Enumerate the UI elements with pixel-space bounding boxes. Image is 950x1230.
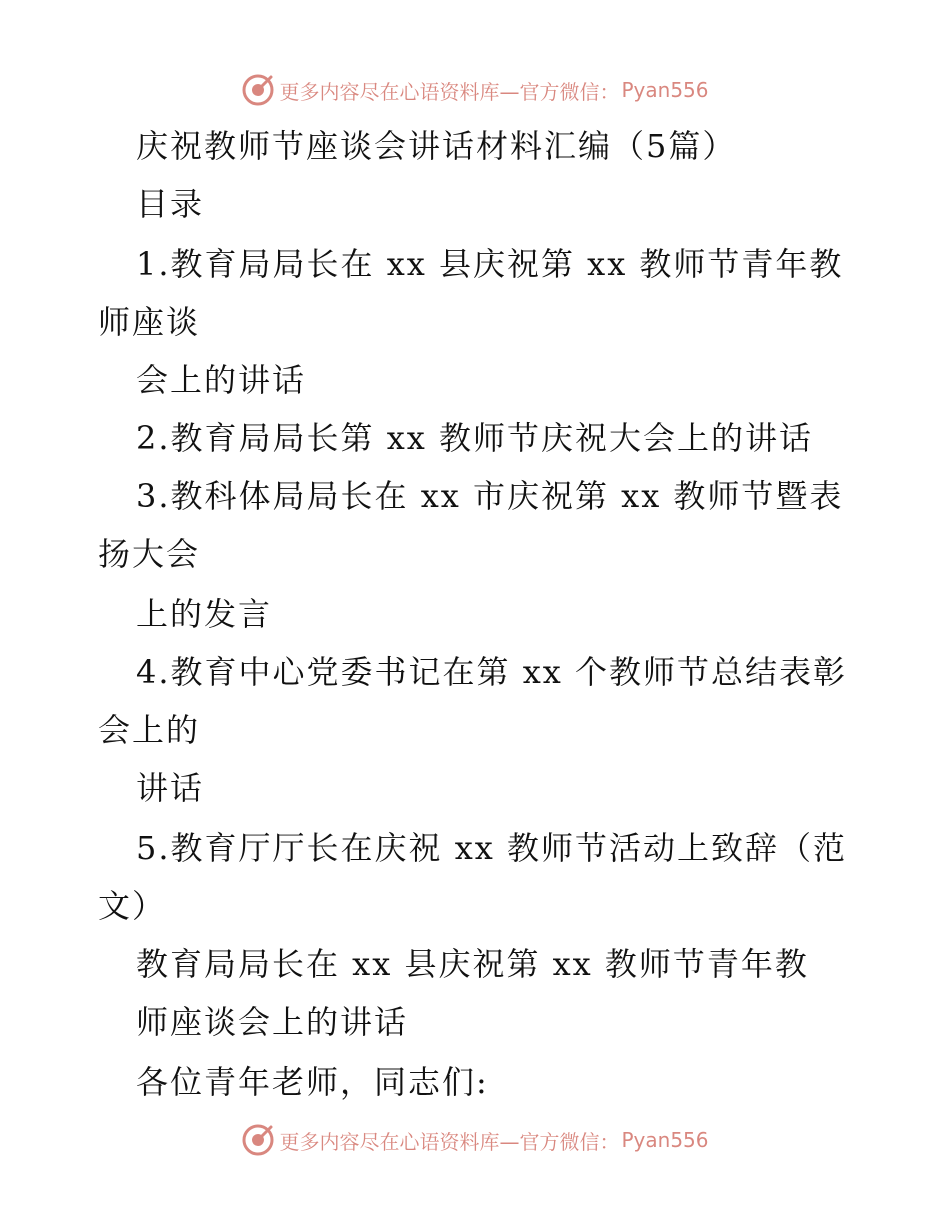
header-watermark [0,70,950,110]
toc-item-3-cont: 上的发言 [136,595,273,633]
toc-item-4-cont: 会上的 [98,711,201,749]
footer-watermark [0,1120,950,1160]
document-title: 庆祝教师节座谈会讲话材料汇编（5篇） [136,127,737,165]
toc-heading: 目录 [136,185,205,223]
section-title: 教育局局长在 xx 县庆祝第 xx 教师节青年教 [136,945,809,983]
brand-logo-icon [241,73,275,107]
watermark-text: 更多内容尽在心语资料库—官方微信： [279,1129,620,1154]
watermark-wechat-id: Pyan556 [621,78,709,102]
toc-item-1-cont: 会上的讲话 [136,361,307,399]
toc-item-3-cont: 扬大会 [98,535,201,573]
toc-item-1-cont: 师座谈 [98,303,201,341]
toc-item-4: 4.教育中心党委书记在第 xx 个教师节总结表彰 [136,653,847,691]
brand-logo-icon [241,1123,275,1157]
toc-item-5: 5.教育厅厅长在庆祝 xx 教师节活动上致辞（范 [136,829,847,867]
toc-item-4-cont: 讲话 [136,769,205,807]
toc-item-2: 2.教育局局长第 xx 教师节庆祝大会上的讲话 [136,419,813,457]
section-title-cont: 师座谈会上的讲话 [136,1003,409,1041]
toc-item-3: 3.教科体局局长在 xx 市庆祝第 xx 教师节暨表 [136,477,844,515]
toc-item-1: 1.教育局局长在 xx 县庆祝第 xx 教师节青年教 [136,245,844,283]
toc-item-5-cont: 文） [98,887,167,925]
salutation: 各位青年老师，同志们: [136,1063,489,1101]
watermark-wechat-id: Pyan556 [621,1128,709,1152]
watermark-text: 更多内容尽在心语资料库—官方微信： [279,79,620,104]
